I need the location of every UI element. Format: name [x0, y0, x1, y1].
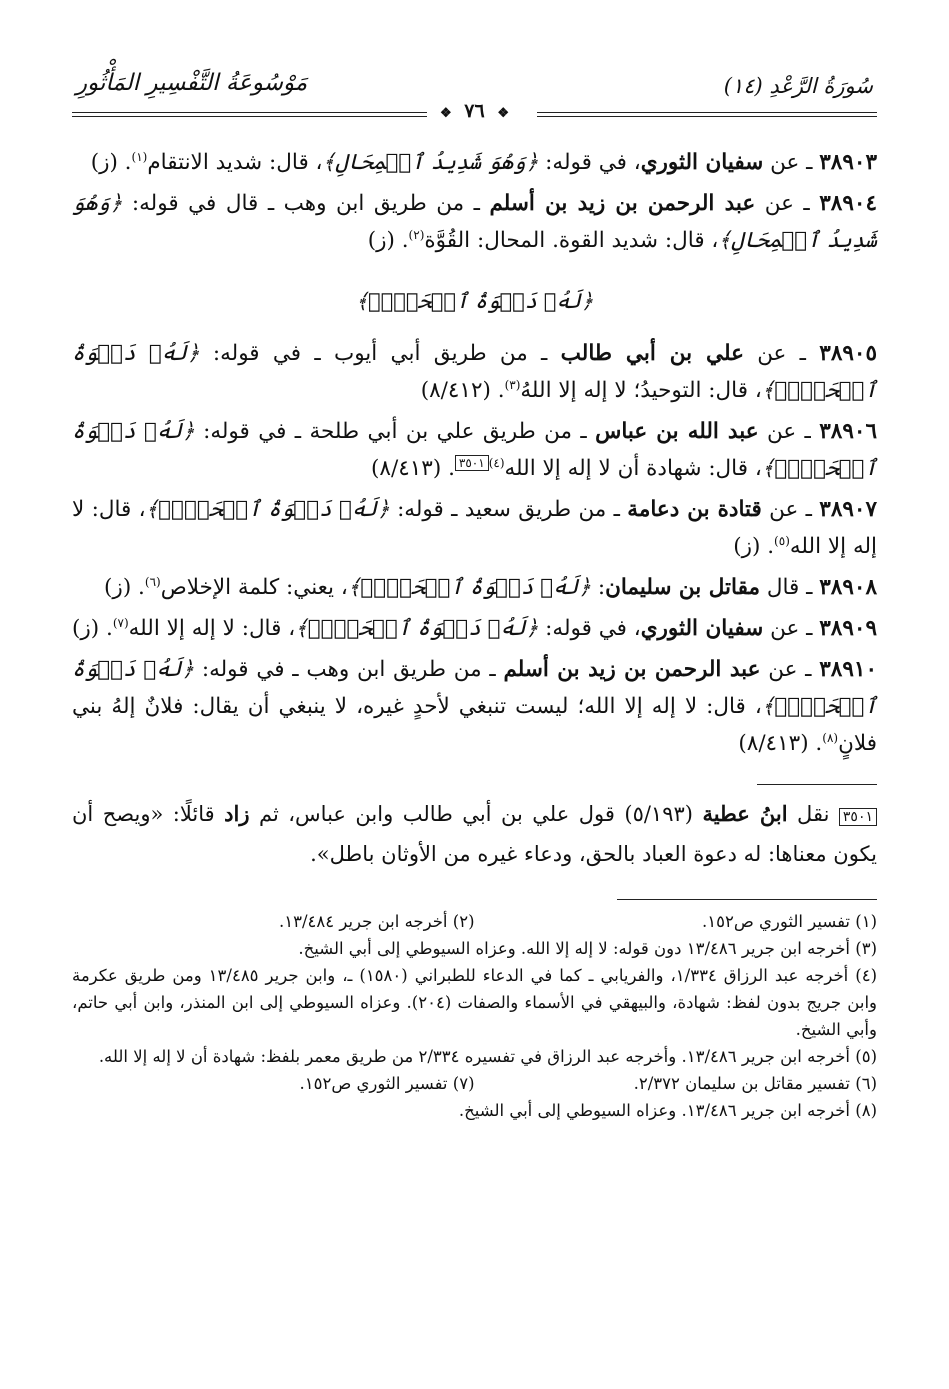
footnote-ref[interactable]: (٨)	[822, 730, 839, 745]
page-number: ٧٦	[464, 100, 485, 122]
entry-number: ٣٨٩٠٥	[819, 341, 878, 366]
quran-quote: ﴿لَهُۥ دَعۡوَةُ ٱلۡحَقِّۖ﴾	[295, 616, 539, 641]
entry-text: ، قال: شديد القوة. المحال: القُوَّة	[424, 228, 719, 253]
entry-text: ـ من طريق أبي أيوب ـ في قوله:	[199, 341, 561, 366]
narration-entry	[72, 491, 877, 565]
narrator-name: علي بن أبي طالب	[560, 341, 744, 366]
page-header	[72, 60, 877, 122]
entry-source: . (٨/٤١٣)	[371, 456, 455, 481]
entry-text: ، قال: شديد الانتقام	[147, 150, 323, 175]
footnote-ref[interactable]: (٦)	[144, 574, 161, 589]
entry-text: ، يعني: كلمة الإخلاص	[160, 575, 348, 600]
footnote: (١) تفسير الثوري ص١٥٢.	[701, 912, 877, 931]
narration-entry	[72, 569, 877, 606]
narrator-name: عبد الرحمن بن زيد بن أسلم	[503, 657, 761, 682]
commentary-block	[72, 795, 877, 873]
quran-quote: ﴿لَهُۥ دَعۡوَةُ ٱلۡحَقِّۖ﴾	[347, 575, 591, 600]
quran-quote: ﴿وَهُوَ شَدِيدُ ٱلۡمِحَالِ﴾	[72, 191, 877, 253]
commentary-text: نقل	[787, 802, 839, 826]
entry-text: ـ عن	[763, 150, 820, 175]
narrator-name: سفيان الثوري	[640, 616, 764, 641]
entry-number: ٣٨٩٠٣	[819, 150, 877, 175]
narration-entry	[72, 610, 877, 647]
entry-source: . (٨/٤١٣)	[738, 731, 823, 756]
footnote: (٨) أخرجه ابن جرير ١٣/٤٨٦. وعزاه السيوطي إلى أبي الشيخ.	[458, 1101, 877, 1120]
footnote: (٢) أخرجه ابن جرير ١٣/٤٨٤.	[278, 912, 475, 931]
entry-number: ٣٨٩٠٧	[819, 497, 878, 522]
quran-quote: ﴿لَهُۥ دَعۡوَةُ ٱلۡحَقِّۖ﴾	[72, 419, 877, 481]
narration-entry	[72, 335, 877, 409]
entry-text: ، قال: لا إله إلا الله	[72, 497, 877, 559]
entry-text: ـ عن	[758, 419, 820, 444]
entry-text: :	[590, 575, 606, 600]
entry-text: ـ من طريق ابن وهب ـ قال في قوله:	[122, 191, 490, 216]
entry-number: ٣٨٩٠٤	[819, 191, 877, 216]
entry-text: ـ عن	[760, 657, 820, 682]
narrator-name: عبد الرحمن بن زيد بن أسلم	[489, 191, 756, 216]
entry-text: ، قال: لا إله إلا الله؛ ليست تنبغي لأحدٍ غيره، لا ينبغي أن يقال: فلانٌ إلهُ بني فلانٍ	[72, 694, 877, 756]
footnote-row	[72, 1070, 877, 1097]
page-number-block	[72, 100, 877, 122]
ornament-icon: ❖	[497, 106, 509, 121]
commentary-text: قائلًا: «ويصح أن يكون معناها: له دعوة العباد بالحق، ودعاء غيره من الأوثان باطل».	[72, 802, 877, 866]
footnote-ref[interactable]: (٥)	[774, 533, 790, 548]
entry-source: . (ز)	[367, 228, 409, 253]
entry-source: . (ز)	[71, 616, 113, 641]
commentary-text: (٥/١٩٣) قول علي بن أبي طالب وابن عباس، ثم	[249, 802, 703, 826]
footnote-ref[interactable]: (٧)	[112, 615, 129, 630]
narration-entry	[72, 144, 877, 181]
footnotes	[72, 908, 877, 1124]
entry-number: ٣٨٩٠٨	[819, 575, 877, 600]
surah-title: سُورَةُ الرَّعْدِ (١٤)	[723, 74, 873, 98]
commentary-keyword: زاد	[224, 801, 250, 826]
entry-source: . (ز)	[104, 575, 145, 600]
narrator-name: سفيان الثوري	[640, 150, 764, 175]
footnote: (٥) أخرجه ابن جرير ١٣/٤٨٦. وأخرجه عبد الرزاق في تفسيره ٢/٣٣٤ من طريق معمر بلفظ: شهادة أن لا إله إلا الله.	[98, 1047, 877, 1066]
footnote-row	[72, 908, 877, 935]
entry-text: ـ عن	[763, 616, 820, 641]
entry-source: . (ز)	[90, 150, 132, 175]
footnote-ref[interactable]: (١)	[131, 149, 148, 164]
entry-number: ٣٨٩١٠	[819, 657, 877, 682]
book-page	[72, 60, 877, 1350]
narration-entry	[72, 651, 877, 762]
entry-text: ـ من طريق ابن وهب ـ في قوله:	[194, 657, 504, 682]
ornament-icon: ❖	[440, 106, 452, 121]
entry-text: ـ قال	[759, 575, 820, 600]
entry-text: ، قال: شهادة أن لا إله إلا الله	[504, 456, 762, 481]
entry-number: ٣٨٩٠٩	[819, 616, 877, 641]
entry-number: ٣٨٩٠٦	[819, 419, 877, 444]
entry-text: ، في قوله:	[538, 616, 641, 641]
narrator-name: مقاتل بن سليمان	[605, 575, 760, 600]
entry-source: . (ز)	[733, 534, 775, 559]
footnote: (٧) تفسير الثوري ص١٥٢.	[299, 1074, 475, 1093]
narrator-name: عبد الله بن عباس	[595, 419, 759, 444]
entry-text: ، قال: التوحيدُ؛ لا إله إلا اللهُ	[520, 378, 762, 403]
footnote-ref[interactable]: (٣)	[504, 377, 521, 392]
commentary-number-box: ٣٥٠١	[839, 808, 877, 826]
book-title: مَوْسُوعَةُ التَّفْسِيرِ المَأْثُورِ	[76, 70, 308, 96]
quran-quote: ﴿لَهُۥ دَعۡوَةُ ٱلۡحَقِّۖ﴾	[72, 657, 877, 719]
quran-quote: ﴿وَهُوَ شَدِيدُ ٱلۡمِحَالِ﴾	[322, 150, 539, 175]
verse-heading: ﴿لَهُۥ دَعۡوَةُ ٱلۡحَقِّۖ﴾	[355, 289, 594, 313]
footnote-ref[interactable]: (٢)	[408, 227, 425, 242]
narrator-name: قتادة بن دعامة	[627, 497, 762, 522]
footnote: (٣) أخرجه ابن جرير ١٣/٤٨٦ دون قوله: لا إله إلا الله. وعزاه السيوطي إلى أبي الشيخ.	[298, 939, 877, 958]
commentator-name: ابنُ عطية	[702, 801, 788, 826]
narration-entry	[72, 413, 877, 487]
narration-entry	[72, 185, 877, 259]
entry-source: . (٨/٤١٢)	[420, 378, 505, 403]
entry-text: ـ عن	[743, 341, 820, 366]
entry-text: ـ عن	[761, 497, 820, 522]
entry-text: ـ عن	[755, 191, 820, 216]
entry-text: ، في قوله:	[538, 150, 641, 175]
entry-text: ـ من طريق سعيد ـ قوله:	[389, 497, 628, 522]
footnote-ref[interactable]: (٤)	[488, 455, 505, 470]
quran-quote: ﴿لَهُۥ دَعۡوَةُ ٱلۡحَقِّۖ﴾	[72, 341, 877, 403]
quran-quote: ﴿لَهُۥ دَعۡوَةُ ٱلۡحَقِّۖ﴾	[145, 497, 390, 522]
commentary-ref-box[interactable]: ٣٥٠١	[455, 455, 489, 471]
footnote: (٦) تفسير مقاتل بن سليمان ٢/٣٧٢.	[633, 1074, 877, 1093]
commentary-separator	[757, 784, 877, 785]
footnote: (٤) أخرجه عبد الرزاق ١/٣٣٤، والفريابي ـ كما في الدعاء للطبراني (١٥٨٠) ـ، وابن جرير ١٣/٤٨٥ ومن طريق عكرمة وابن جريج بدون لفظ: شهادة، والبيهقي في الأسماء والصفات (٢٠٤). وعزاه السيوطي إلى ابن المنذر، وابن أبي حاتم، وأبي الشيخ.	[72, 966, 878, 1039]
footnotes-separator	[617, 899, 877, 900]
entry-text: ، قال: لا إله إلا الله	[128, 616, 296, 641]
entry-text: ـ من طريق علي بن أبي طلحة ـ في قوله:	[194, 419, 596, 444]
